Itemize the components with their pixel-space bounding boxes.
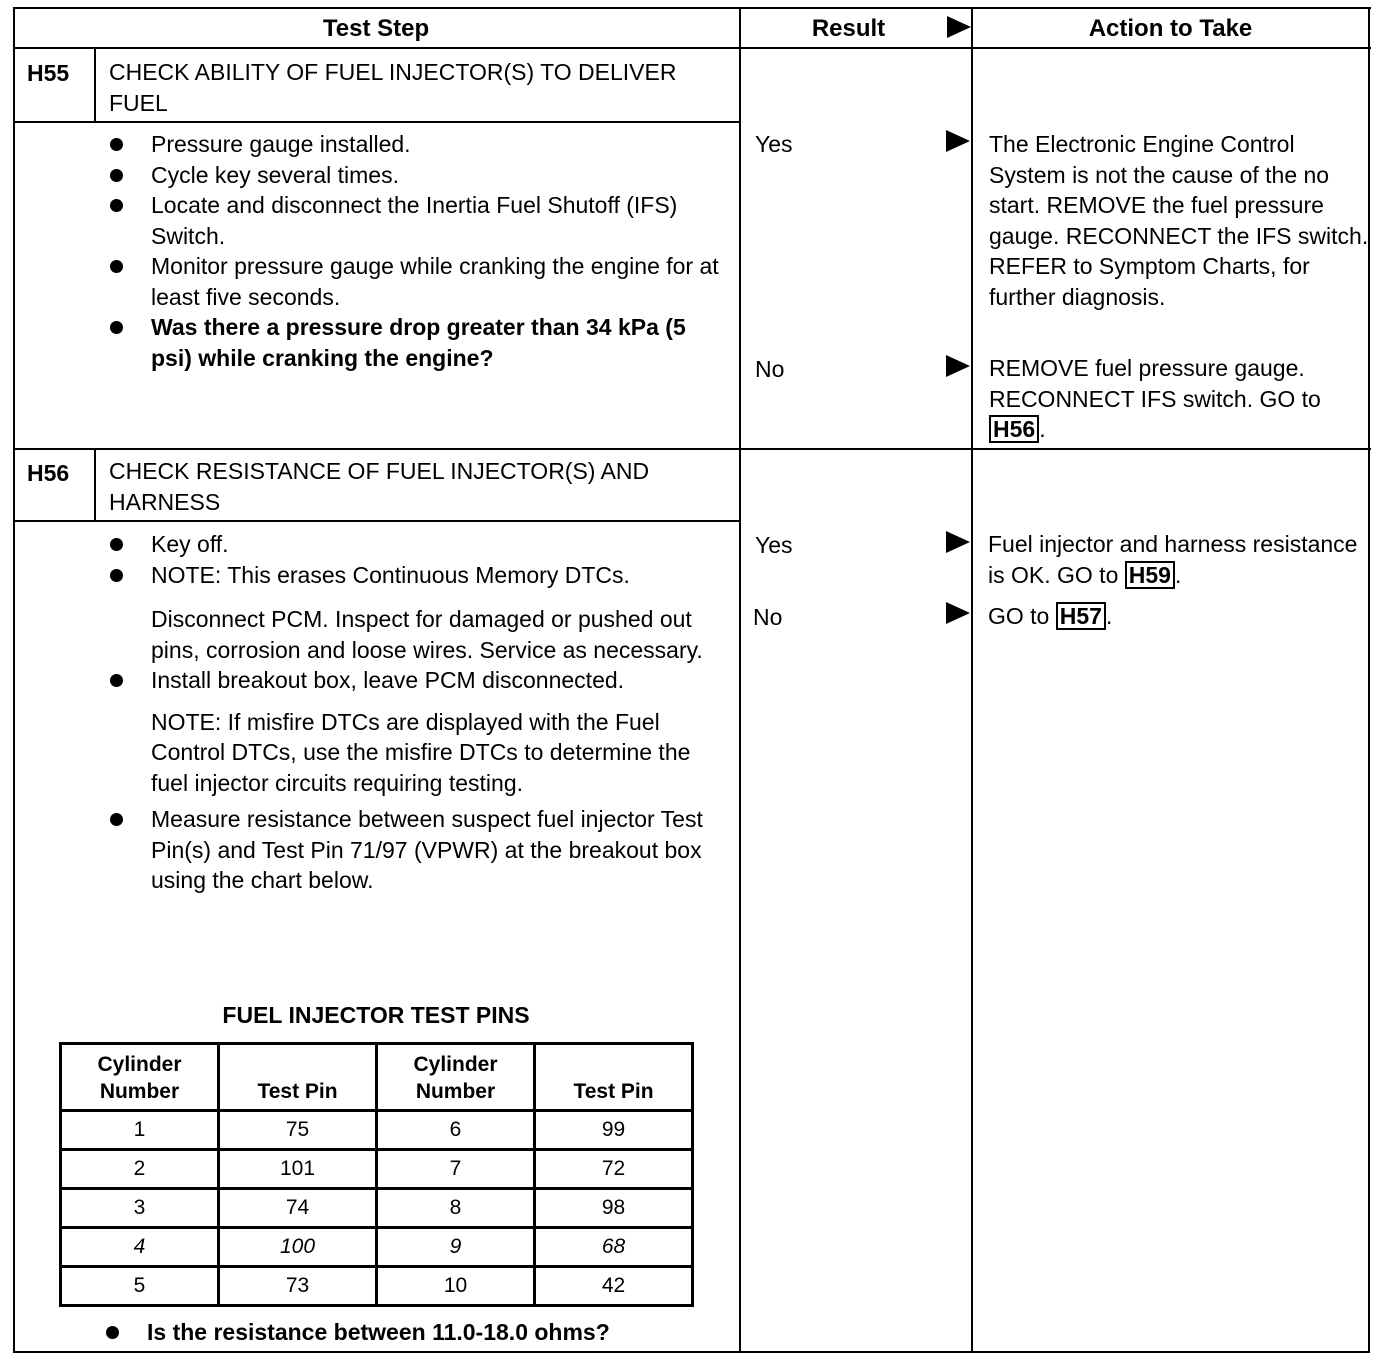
step-bullets-h56 [107,529,727,896]
table-cell: 101 [219,1150,377,1189]
list-item: Disconnect PCM. Inspect for damaged or pushed out pins, corrosion and loose wires. Service as necessary. [151,606,703,663]
bullet-icon [110,199,123,212]
table-cell: 6 [377,1111,535,1150]
table-cell: 72 [535,1150,693,1189]
test-pins-table [59,1042,694,1307]
column-header: Cylinder Number [377,1044,535,1111]
header-result: Result [811,15,886,42]
list-item: Install breakout box, leave PCM disconnected. [107,665,727,696]
table-row [61,1189,693,1228]
result-no-h55: No [755,356,785,382]
bullet-icon [110,138,123,151]
table-row [61,1267,693,1306]
step-title-h56: CHECK RESISTANCE OF FUEL INJECTOR(S) AND HARNESS [109,458,650,515]
list-item: Was there a pressure drop greater than 34 kPa (5 psi) while cranking the engine? [107,312,727,373]
arrow-icon [946,355,970,377]
column-header: Test Pin [219,1044,377,1111]
table-cell: 1 [61,1111,219,1150]
arrow-icon [946,602,970,624]
list-item: Monitor pressure gauge while cranking the engine for at least five seconds. [107,251,727,312]
action-no-h55: REMOVE fuel pressure gauge. RECONNECT IFS switch. GO to H56 . [989,355,1321,442]
table-cell: 2 [61,1150,219,1189]
table-cell: 42 [535,1267,693,1306]
step-title-h55: CHECK ABILITY OF FUEL INJECTOR(S) TO DELIVER FUEL [109,59,677,116]
table-cell: 74 [219,1189,377,1228]
table-cell: 4 [61,1228,219,1267]
result-no-h56: No [753,604,783,630]
table-row [61,1150,693,1189]
bullet-icon [110,169,123,182]
bullet-icon [110,321,123,334]
list-item: Pressure gauge installed. [107,129,727,160]
final-question: Is the resistance between 11.0-18.0 ohms? [103,1317,777,1348]
table-cell: 7 [377,1150,535,1189]
column-header: Test Pin [535,1044,693,1111]
table-cell: 100 [219,1228,377,1267]
list-item: Key off. [107,529,727,560]
bullet-icon [110,538,123,551]
table-title: FUEL INJECTOR TEST PINS [222,1002,530,1028]
table-cell: 9 [377,1228,535,1267]
action-no-h56: GO to H57 . [988,603,1113,629]
table-cell: 75 [219,1111,377,1150]
list-item: Locate and disconnect the Inertia Fuel Shutoff (IFS) Switch. [107,190,727,251]
step-id-h56: H56 [27,460,70,486]
bullet-icon [110,569,123,582]
table-row [61,1111,693,1150]
list-item: NOTE: This erases Continuous Memory DTCs. [107,560,727,591]
arrow-icon [946,531,970,553]
action-yes-h56: Fuel injector and harness resistance is OK. GO to H59 . [988,531,1358,588]
step-id-h55: H55 [27,60,70,86]
table-cell: 99 [535,1111,693,1150]
arrow-icon [946,130,970,152]
step-ref-link[interactable]: H57 [1056,602,1106,630]
table-cell: 98 [535,1189,693,1228]
table-cell: 10 [377,1267,535,1306]
column-header: Cylinder Number [61,1044,219,1111]
bullet-icon [110,674,123,687]
bullet-icon [106,1326,119,1339]
header-action: Action to Take [1088,15,1253,42]
result-yes-h56: Yes [755,532,793,558]
arrow-icon [947,16,971,38]
bullet-icon [110,813,123,826]
result-yes-h55: Yes [755,131,793,157]
table-cell: 5 [61,1267,219,1306]
table-cell: 73 [219,1267,377,1306]
list-item: NOTE: If misfire DTCs are displayed with the Fuel Control DTCs, use the misfire DTCs to determine the fuel injector circuits requiring testing. [151,708,691,796]
bullet-icon [110,260,123,273]
step-bullets-h55 [107,129,727,373]
table-cell: 68 [535,1228,693,1267]
list-item: Cycle key several times. [107,160,727,191]
action-yes-h55: The Electronic Engine Control System is not the cause of the no start. REMOVE the fuel pressure gauge. RECONNECT the IFS switch. REFER to Symptom Charts, for further diagnosis. [989,131,1369,310]
table-row [61,1228,693,1267]
step-ref-link[interactable]: H56 [989,415,1039,443]
table-cell: 8 [377,1189,535,1228]
table-header-row [61,1044,693,1111]
list-item: Measure resistance between suspect fuel injector Test Pin(s) and Test Pin 71/97 (VPWR) at the breakout box using the chart below. [107,804,727,896]
step-ref-link[interactable]: H59 [1125,561,1175,589]
table-cell: 3 [61,1189,219,1228]
header-test-step: Test Step [322,15,430,42]
